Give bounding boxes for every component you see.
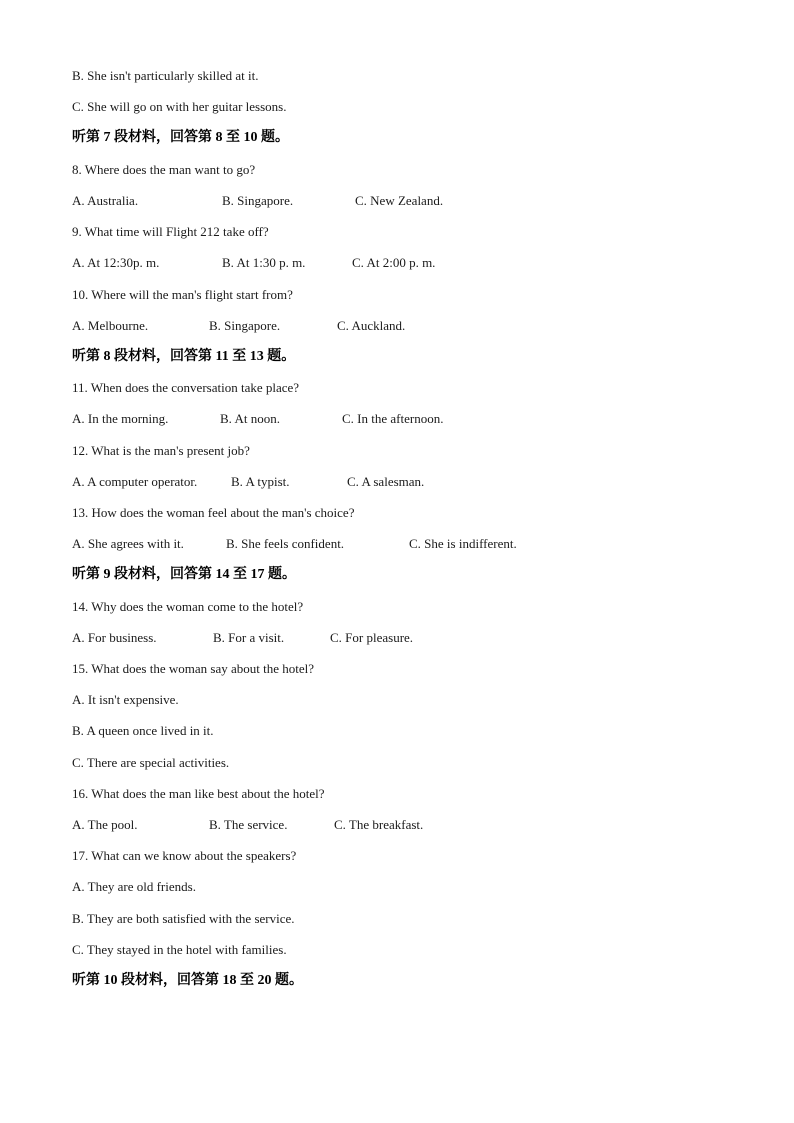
question-text: 12. What is the man's present job?: [72, 443, 250, 458]
question-text: 10. Where will the man's flight start from?: [72, 287, 293, 302]
option-c: C. She is indifferent.: [409, 536, 517, 551]
option-b: B. At 1:30 p. m.: [222, 255, 306, 270]
question-text: 8. Where does the man want to go?: [72, 162, 256, 177]
option-c: C. For pleasure.: [330, 630, 414, 645]
option-b: B. Singapore.: [209, 318, 281, 333]
option-c: C. Auckland.: [337, 318, 406, 333]
option-text: C. She will go on with her guitar lessons.: [72, 99, 287, 114]
option-a: A. Melbourne.: [72, 318, 149, 333]
question-text: 17. What can we know about the speakers?: [72, 848, 297, 863]
question-text: 11. When does the conversation take place?: [72, 380, 300, 395]
option-a: A. At 12:30p. m.: [72, 255, 160, 270]
question-text: 9. What time will Flight 212 take off?: [72, 224, 269, 239]
option-b: B. Singapore.: [222, 193, 294, 208]
option-b: B. A typist.: [231, 474, 290, 489]
option-text: A. They are old friends.: [72, 879, 196, 894]
option-text: B. They are both satisfied with the service.: [72, 911, 295, 926]
question-text: 14. Why does the woman come to the hotel?: [72, 599, 304, 614]
option-a: A. In the morning.: [72, 411, 169, 426]
option-c: C. In the afternoon.: [342, 411, 444, 426]
section-heading: 听第 7 段材料，回答第 8 至 10 题。: [72, 130, 289, 145]
question-text: 15. What does the woman say about the hotel?: [72, 661, 315, 676]
option-text: C. There are special activities.: [72, 755, 230, 770]
option-b: B. She feels confident.: [226, 536, 345, 551]
option-a: A. The pool.: [72, 817, 138, 832]
option-a: A. For business.: [72, 630, 157, 645]
option-b: B. The service.: [209, 817, 288, 832]
option-text: A. It isn't expensive.: [72, 692, 179, 707]
section-heading: 听第 9 段材料，回答第 14 至 17 题。: [72, 567, 296, 582]
option-c: C. At 2:00 p. m.: [352, 255, 436, 270]
option-text: B. A queen once lived in it.: [72, 723, 214, 738]
option-a: A. A computer operator.: [72, 474, 198, 489]
option-b: B. For a visit.: [213, 630, 285, 645]
option-text: C. They stayed in the hotel with families.: [72, 942, 287, 957]
section-heading: 听第 8 段材料，回答第 11 至 13 题。: [72, 349, 296, 364]
option-c: C. New Zealand.: [355, 193, 444, 208]
option-c: C. A salesman.: [347, 474, 425, 489]
option-b: B. At noon.: [220, 411, 280, 426]
option-text: B. She isn't particularly skilled at it.: [72, 68, 259, 83]
option-c: C. The breakfast.: [334, 817, 424, 832]
question-text: 13. How does the woman feel about the man's choice?: [72, 505, 355, 520]
option-a: A. Australia.: [72, 193, 139, 208]
question-text: 16. What does the man like best about the hotel?: [72, 786, 325, 801]
section-heading: 听第 10 段材料，回答第 18 至 20 题。: [72, 973, 303, 988]
option-a: A. She agrees with it.: [72, 536, 184, 551]
